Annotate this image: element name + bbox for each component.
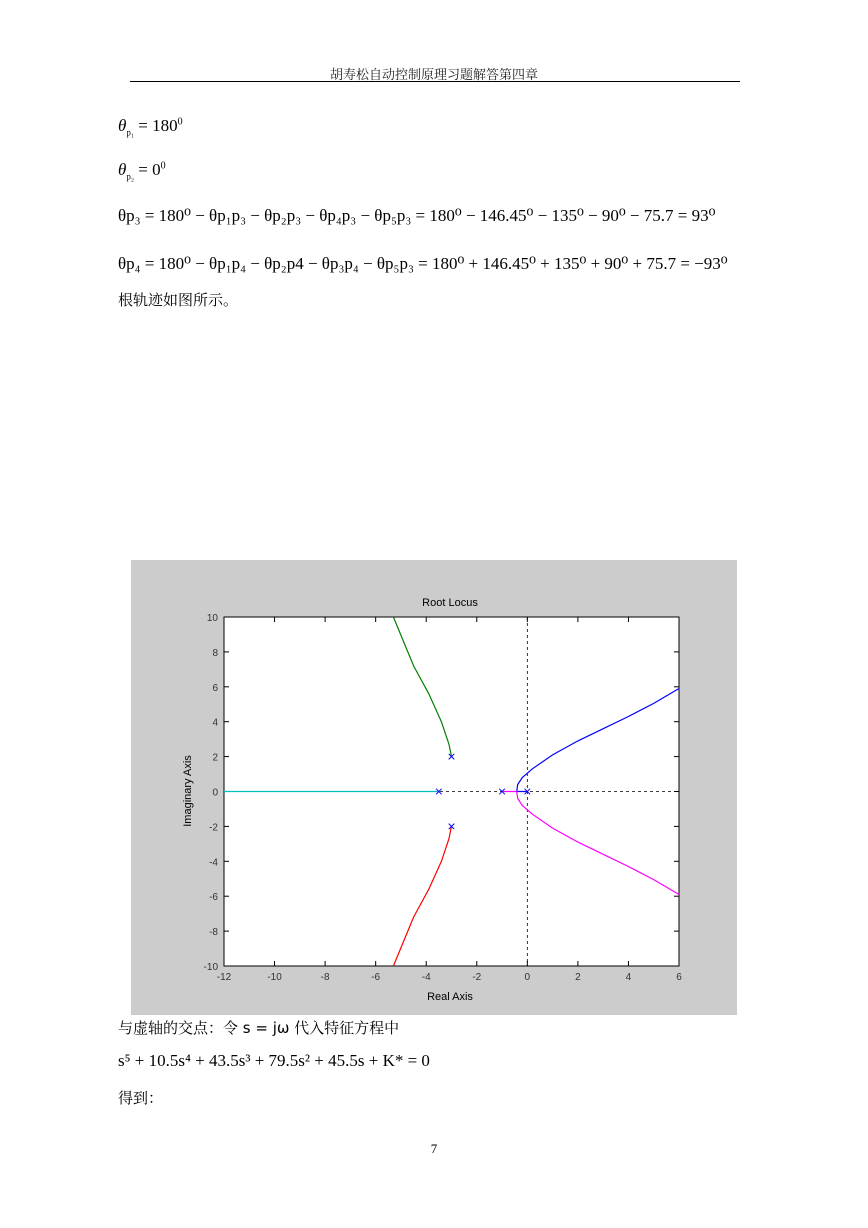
chart-title: Root Locus	[422, 597, 478, 609]
x-tick-label: 6	[676, 972, 682, 983]
header-rule	[130, 81, 740, 82]
x-tick-label: -4	[421, 972, 431, 983]
y-tick-label: -8	[209, 927, 218, 939]
root-locus-figure	[131, 560, 737, 1015]
equation-theta-p1: $\theta_{p_1} = 180^0$	[118, 116, 183, 138]
y-tick-label: -4	[209, 857, 218, 869]
y-tick-label: -6	[209, 892, 218, 904]
y-tick-label: -10	[203, 962, 218, 973]
root-locus-caption: 根轨迹如图所示。	[118, 291, 239, 309]
x-tick-label: -8	[320, 972, 330, 983]
y-tick-label: 0	[212, 787, 218, 799]
x-tick-label: 2	[575, 972, 581, 983]
running-header: 胡寿松自动控制原理习题解答第四章	[329, 67, 538, 82]
x-tick-label: -2	[472, 972, 482, 983]
x-axis-label: Real Axis	[427, 991, 473, 1003]
x-tick-label: 4	[625, 972, 632, 983]
equation-theta-p4: θp₄ = 180⁰ − θp₁p₄ − θp₂p4 − θp₃p₄ − θp₅p₃ = 180⁰ + 146.45⁰ + 135⁰ + 90⁰ + 75.7 = −93⁰	[118, 254, 728, 273]
equation-theta-p2: $\theta_{p_2} = 0^0$	[118, 160, 166, 182]
x-tick-label: -12	[216, 972, 232, 983]
equation-theta-p3: θp₃ = 180⁰ − θp₁p₃ − θp₂p₃ − θp₄p₃ − θp₅p₃ = 180⁰ − 146.45⁰ − 135⁰ − 90⁰ − 75.7 = 93⁰	[118, 206, 716, 225]
root-locus-chart	[131, 560, 737, 1015]
y-tick-label: 2	[212, 752, 218, 764]
y-axis-label: Imaginary Axis	[182, 755, 194, 827]
y-tick-label: 4	[212, 717, 218, 729]
imaginary-axis-intro: 与虚轴的交点：令 s = jω 代入特征方程中	[118, 1019, 400, 1037]
y-tick-label: 10	[206, 613, 218, 624]
x-tick-label: 0	[524, 972, 531, 983]
x-tick-label: -6	[371, 972, 381, 983]
result-label: 得到：	[118, 1089, 164, 1107]
x-tick-label: -10	[267, 972, 282, 983]
y-tick-label: -2	[209, 822, 218, 834]
y-tick-label: 6	[212, 682, 218, 694]
characteristic-equation: s⁵ + 10.5s⁴ + 43.5s³ + 79.5s² + 45.5s + K* = 0	[118, 1051, 430, 1070]
page-number: 7	[430, 1141, 438, 1156]
y-tick-label: 8	[212, 647, 218, 659]
